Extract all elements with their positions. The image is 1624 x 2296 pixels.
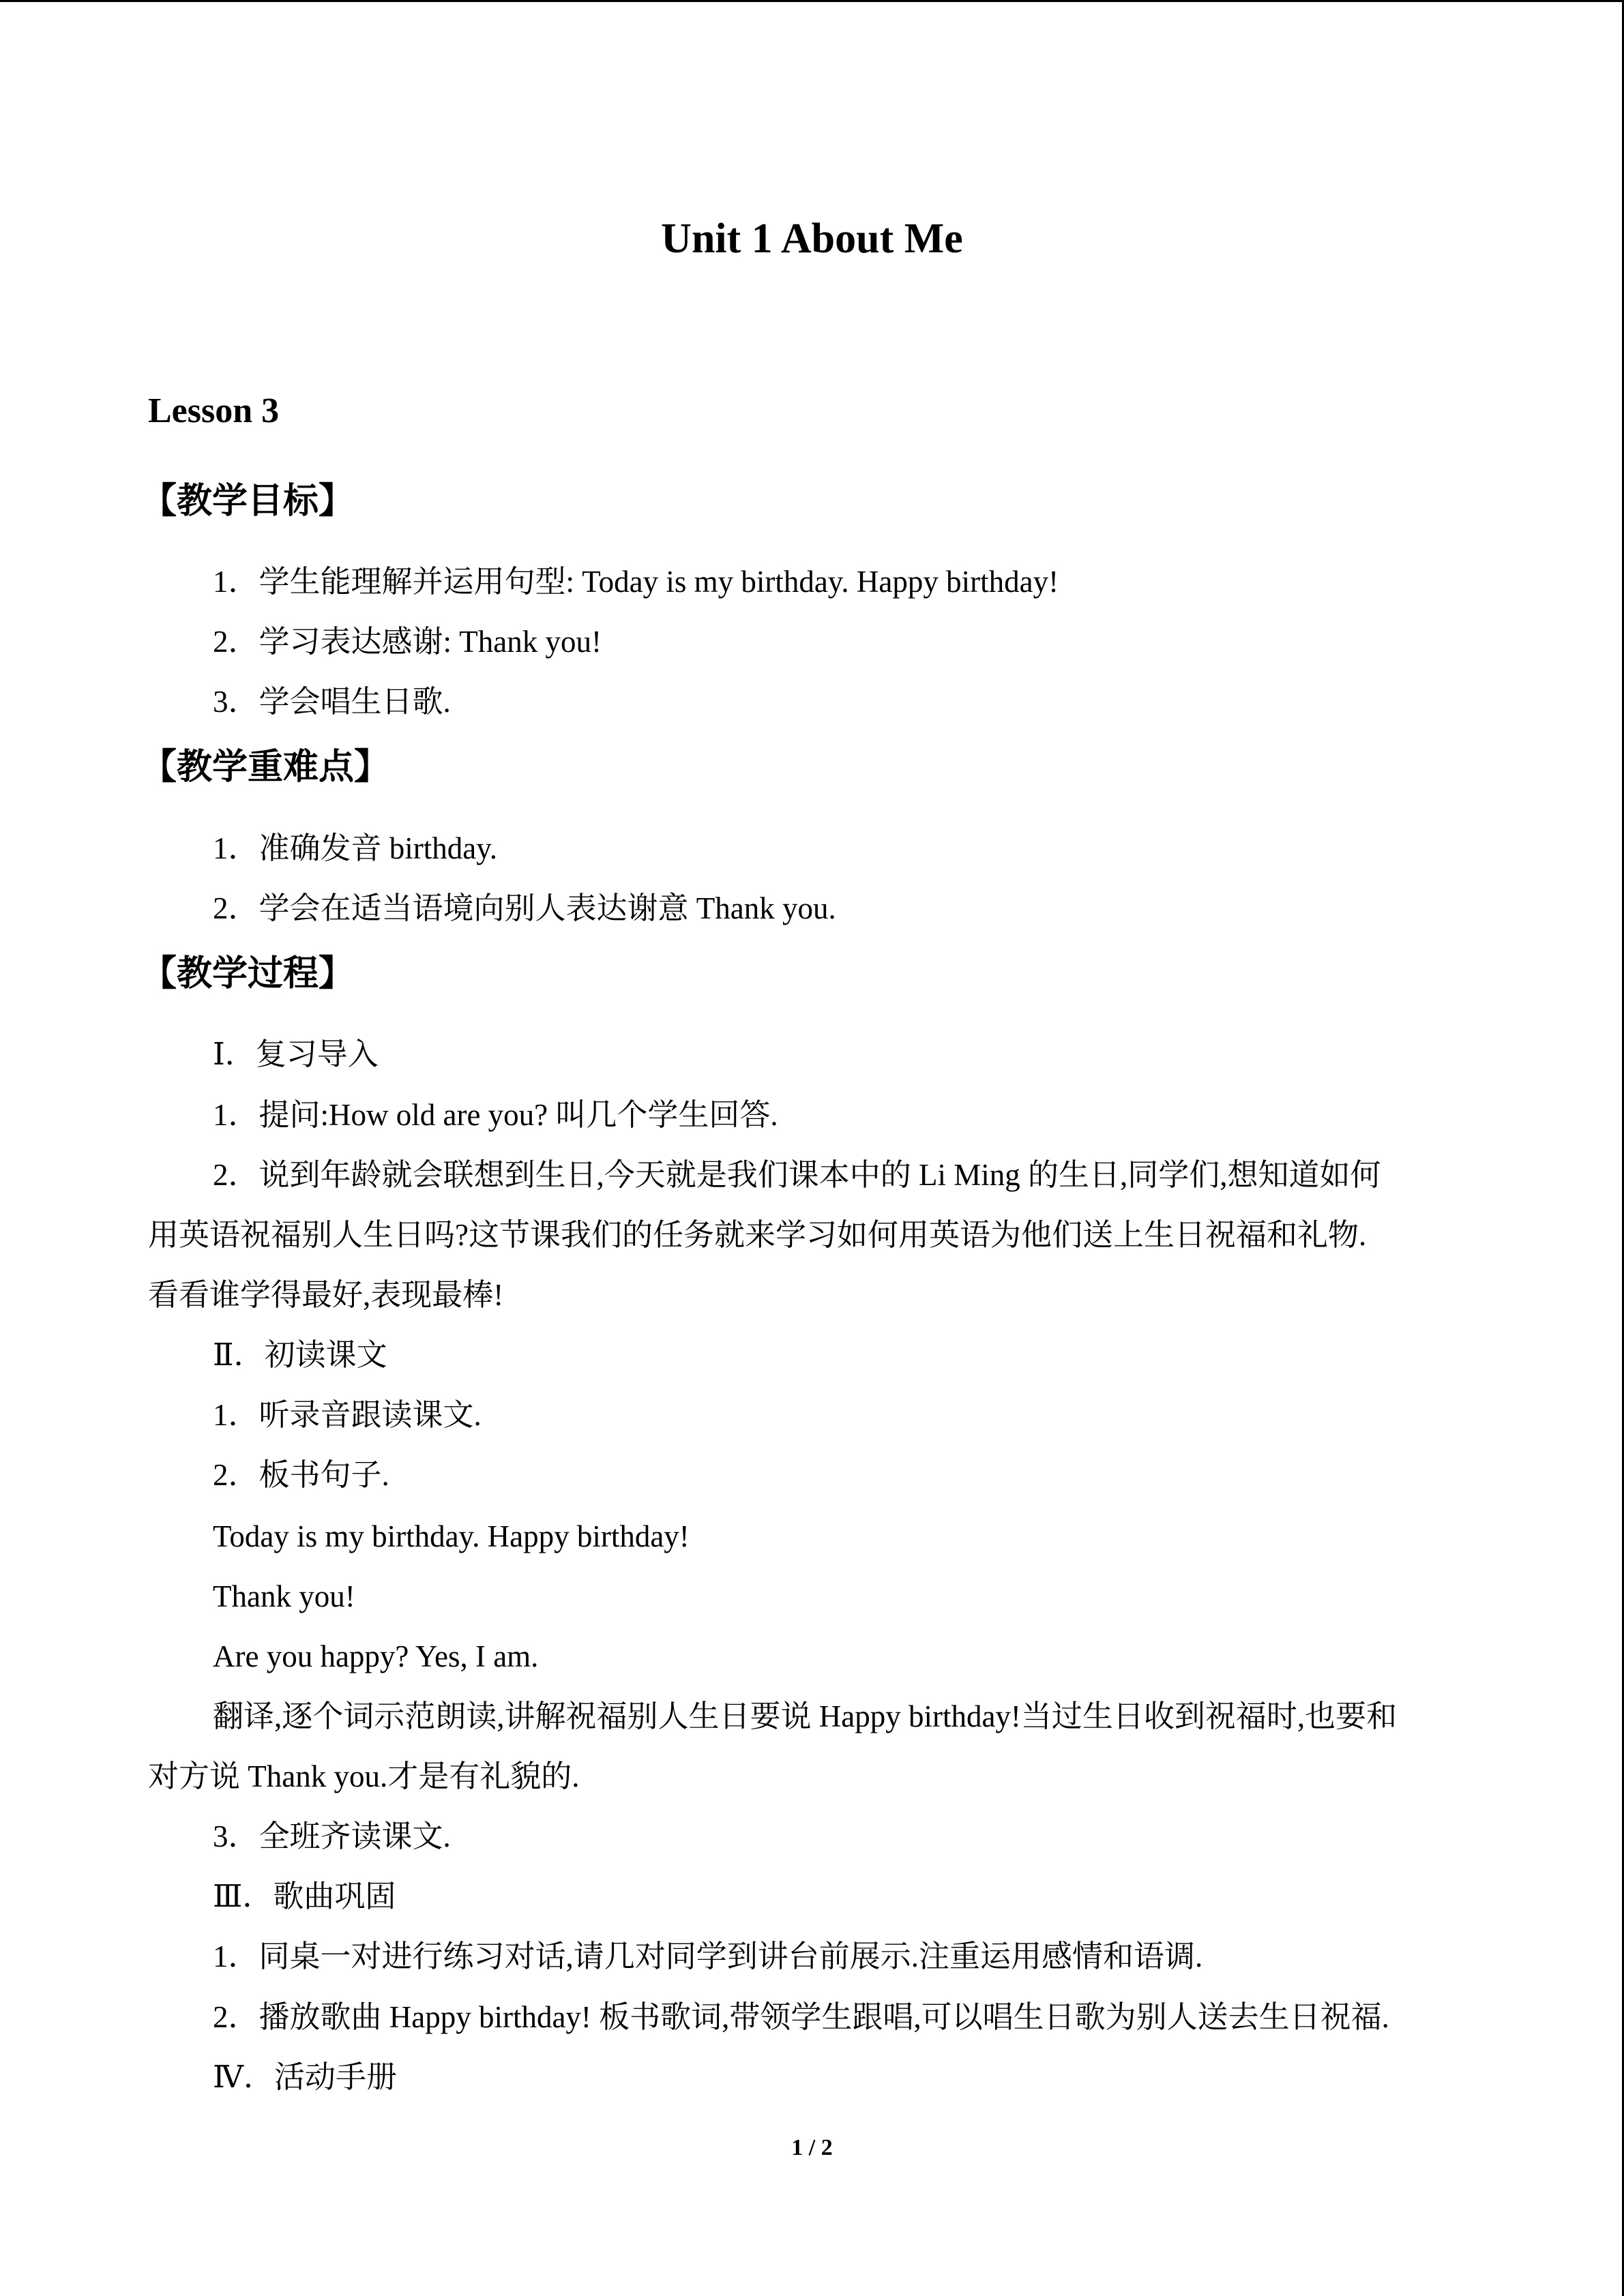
page-border-top (0, 0, 1624, 2)
section-heading-objectives: 【教学目标】 (141, 481, 355, 522)
process-line: 对方说 Thank you.才是有礼貌的. (148, 1759, 580, 1793)
process-line: 用英语祝福别人生日吗?这节课我们的任务就来学习如何用英语为他们送上生日祝福和礼物. (148, 1218, 1367, 1252)
process-line: Today is my birthday. Happy birthday! (213, 1519, 690, 1553)
process-line: Thank you! (213, 1579, 355, 1613)
process-line: Are you happy? Yes, I am. (213, 1639, 539, 1673)
process-line: 看看谁学得最好,表现最棒! (148, 1278, 504, 1312)
process-line: Ⅲ．歌曲巩固 (213, 1879, 396, 1913)
process-line: 1．同桌一对进行练习对话,请几对同学到讲台前展示.注重运用感情和语调. (213, 1939, 1203, 1973)
objective-item: 3．学会唱生日歌. (213, 685, 451, 719)
process-line: Ⅰ．复习导入 (213, 1037, 379, 1071)
process-line: Ⅳ．活动手册 (213, 2060, 397, 2094)
process-line: 2．说到年龄就会联想到生日,今天就是我们课本中的 Li Ming 的生日,同学们,想知道如何 (213, 1158, 1381, 1192)
objective-item: 2．学习表达感谢: Thank you! (213, 625, 602, 659)
process-line: 翻译,逐个词示范朗读,讲解祝福别人生日要说 Happy birthday!当过生日收到祝福时,也要和 (213, 1699, 1398, 1733)
process-line: 2．播放歌曲 Happy birthday! 板书歌词,带领学生跟唱,可以唱生日歌为别人送去生日祝福. (213, 2000, 1389, 2034)
key-point-item: 1．准确发音 birthday. (213, 831, 498, 865)
lesson-heading: Lesson 3 (148, 391, 280, 430)
document-title: Unit 1 About Me (661, 215, 963, 262)
process-line: 3．全班齐读课文. (213, 1819, 451, 1853)
section-heading-process: 【教学过程】 (141, 953, 355, 994)
section-heading-key-points: 【教学重难点】 (141, 747, 390, 788)
page-number: 1 / 2 (791, 2135, 833, 2160)
process-line: 1．提问:How old are you? 叫几个学生回答. (213, 1098, 778, 1132)
process-line: 2．板书句子. (213, 1458, 389, 1492)
process-line: 1．听录音跟读课文. (213, 1398, 482, 1432)
process-line: Ⅱ．初读课文 (213, 1338, 387, 1372)
key-point-item: 2．学会在适当语境向别人表达谢意 Thank you. (213, 891, 836, 925)
objective-item: 1．学生能理解并运用句型: Today is my birthday. Happy birthday! (213, 565, 1059, 599)
